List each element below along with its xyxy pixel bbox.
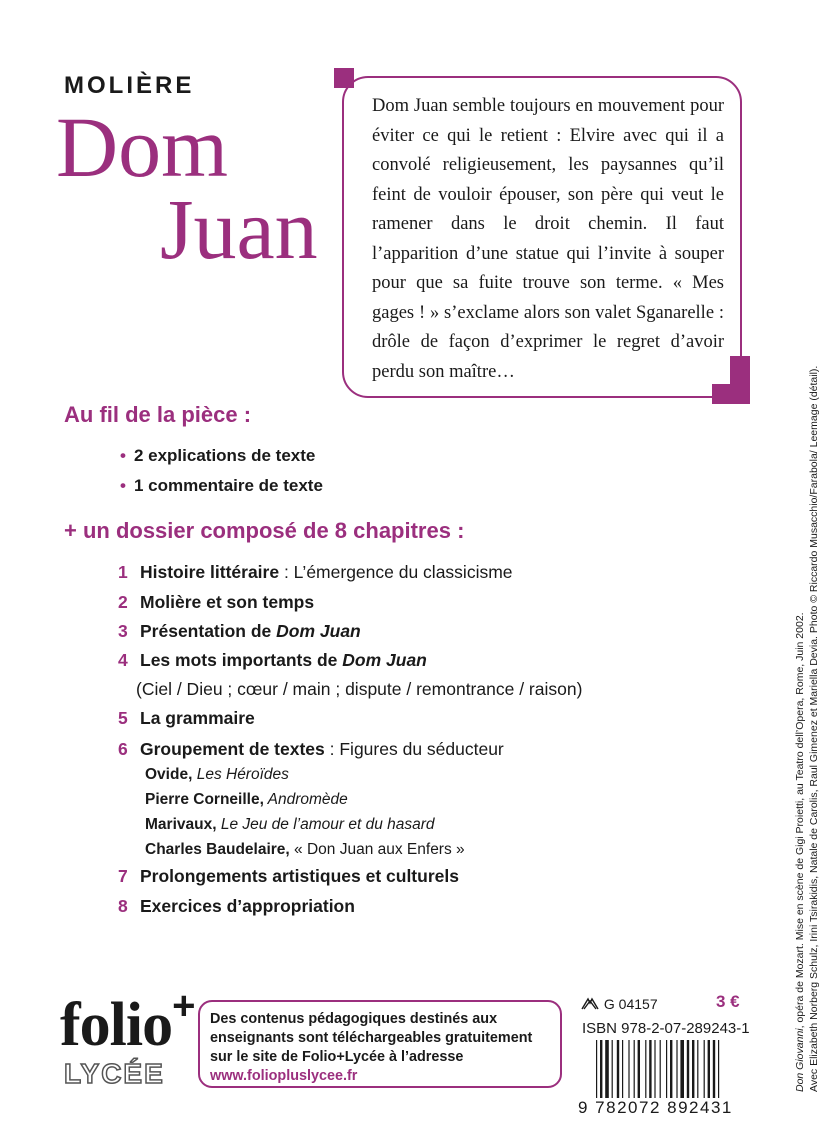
barcode-bar	[660, 1040, 661, 1098]
barcode-bar	[638, 1040, 640, 1098]
isbn: ISBN 978-2-07-289243-1	[582, 1020, 750, 1037]
chapter-title: Présentation de	[140, 621, 277, 641]
bullet-icon: •	[120, 446, 126, 465]
barcode-bar	[676, 1040, 677, 1098]
barcode-bar	[645, 1040, 646, 1098]
barcode-bar	[649, 1040, 651, 1098]
section-heading-dossier: + un dossier composé de 8 chapitres :	[64, 518, 465, 543]
barcode-bar	[654, 1040, 655, 1098]
barcode-bar	[666, 1040, 667, 1098]
chapter-item	[118, 562, 513, 583]
text-group-item	[145, 766, 289, 784]
text-group-item	[145, 816, 435, 834]
barcode-bar	[713, 1040, 715, 1098]
barcode-bar	[605, 1040, 609, 1098]
text-work: Les Héroïdes	[192, 766, 289, 783]
frame-corner-decoration	[712, 384, 750, 404]
chapter-number: 3	[118, 621, 128, 641]
text-author: Marivaux,	[145, 816, 217, 833]
teacher-resources-box	[198, 1000, 562, 1088]
logo-text: folio	[60, 991, 173, 1059]
barcode-bar	[670, 1040, 672, 1098]
lycee-logo: LYCÉE	[64, 1058, 165, 1089]
chapter-item	[118, 650, 427, 671]
chapter-title: Molière et son temps	[140, 592, 315, 612]
chapter-note: (Ciel / Dieu ; cœur / main ; dispute / remontrance / raison)	[136, 679, 583, 699]
catalog-code	[580, 996, 658, 1012]
chapter-title: Histoire littéraire	[140, 562, 280, 582]
text-work: Le Jeu de l’amour et du hasard	[216, 816, 435, 833]
logo-plus: +	[172, 984, 195, 1028]
list-item-label: 1 commentaire de texte	[133, 476, 323, 495]
chapter-number: 1	[118, 562, 128, 582]
chapter-item	[118, 621, 361, 642]
chapter-title: Prolongements artistiques et culturels	[140, 866, 459, 886]
chapter-subtitle: : Figures du séducteur	[324, 739, 504, 759]
barcode-bar	[634, 1040, 635, 1098]
text-author: Ovide,	[145, 766, 193, 783]
text-author: Pierre Corneille,	[145, 791, 264, 808]
chapter-title: La grammaire	[140, 708, 255, 728]
chapter-number: 5	[118, 708, 128, 728]
blurb-text: Dom Juan semble toujours en mouvement pour éviter ce qui le retient : Elvire avec qui il a convolé religieusement, les paysannes qu’il feint de vouloir épouser, son père qui veut le ramener dans le droit chemin. Il faut l’apparition d’une statue qui l’invite à souper pour que sa fuite trouve son terme. « Mes gages ! » s’exclame alors son valet Sganarelle : drôle de façon d’exprimer le regret d’avoir perdu son maître…	[372, 96, 724, 382]
resources-url[interactable]: www.foliopluslycee.fr	[210, 1068, 358, 1084]
chapter-number: 6	[118, 739, 128, 759]
list-item	[120, 446, 315, 466]
catalog-code-text: G 04157	[603, 996, 658, 1012]
bullet-icon: •	[120, 476, 126, 495]
chapter-subtitle: : L’émergence du classicisme	[279, 562, 513, 582]
chapter-number: 8	[118, 896, 128, 916]
folio-logo	[60, 984, 195, 1061]
chapter-number: 2	[118, 592, 128, 612]
chapter-item	[118, 708, 255, 729]
chapter-title-italic: Dom Juan	[342, 650, 427, 670]
barcode-bar	[622, 1040, 623, 1098]
chapter-number: 4	[118, 650, 128, 670]
chapter-item	[118, 739, 504, 760]
book-title-line2: Juan	[160, 181, 318, 277]
barcode-bar	[692, 1040, 694, 1098]
barcode-bar	[708, 1040, 710, 1098]
chapter-title-italic: Dom Juan	[276, 621, 361, 641]
list-item	[120, 476, 323, 496]
text-work: « Don Juan aux Enfers »	[289, 841, 465, 858]
section-heading-play: Au fil de la pièce :	[64, 402, 252, 427]
barcode-bar	[596, 1040, 597, 1098]
credit-line1: , opéra de Mozart. Mise en scène de Gigi Proietti, au Teatro dell’Opera, Rome, Juin 2002.	[794, 612, 806, 1029]
list-item-label: 2 explications de texte	[133, 446, 316, 465]
barcode-bar	[628, 1040, 629, 1098]
resources-text: Des contenus pédagogiques destinés aux enseignants sont téléchargeables gratuitement sur le site de Folio+Lycée à l’adresse	[210, 1011, 533, 1065]
chapter-title: Groupement de textes	[140, 739, 325, 759]
ean-number: 9 782072 892431	[578, 1098, 733, 1117]
barcode-bar	[680, 1040, 684, 1098]
barcode-bar	[617, 1040, 619, 1098]
book-symbol-icon	[580, 997, 600, 1011]
text-author: Charles Baudelaire,	[145, 841, 290, 858]
price: 3 €	[716, 992, 740, 1011]
chapter-item	[118, 896, 355, 917]
text-work: Andromède	[263, 791, 348, 808]
chapter-title: Les mots importants de	[140, 650, 343, 670]
chapter-number: 7	[118, 866, 128, 886]
book-title-line1: Dom	[56, 99, 228, 195]
credit-line2: Avec Elizabeth Norberg Schulz, Irini Tsirakidis, Natale de Carolis, Raul Gimenez et Mariella Devia. Photo © Riccardo Musacchio/Farabola/ Leemage (détail).	[808, 365, 820, 1092]
text-group-item	[145, 791, 348, 809]
barcode-bar	[697, 1040, 698, 1098]
barcode-bar	[704, 1040, 705, 1098]
barcode-bar	[718, 1040, 719, 1098]
barcode	[594, 1040, 744, 1098]
chapter-item	[118, 592, 314, 613]
barcode-bar	[612, 1040, 613, 1098]
credit-opera-title: Don Giovanni	[794, 1028, 806, 1092]
text-group-item	[145, 841, 465, 859]
barcode-bar	[600, 1040, 602, 1098]
chapter-item	[118, 866, 459, 887]
photo-credit	[793, 352, 821, 1092]
author-name: MOLIÈRE	[64, 72, 195, 99]
chapter-title: Exercices d’appropriation	[140, 896, 355, 916]
barcode-bar	[687, 1040, 689, 1098]
